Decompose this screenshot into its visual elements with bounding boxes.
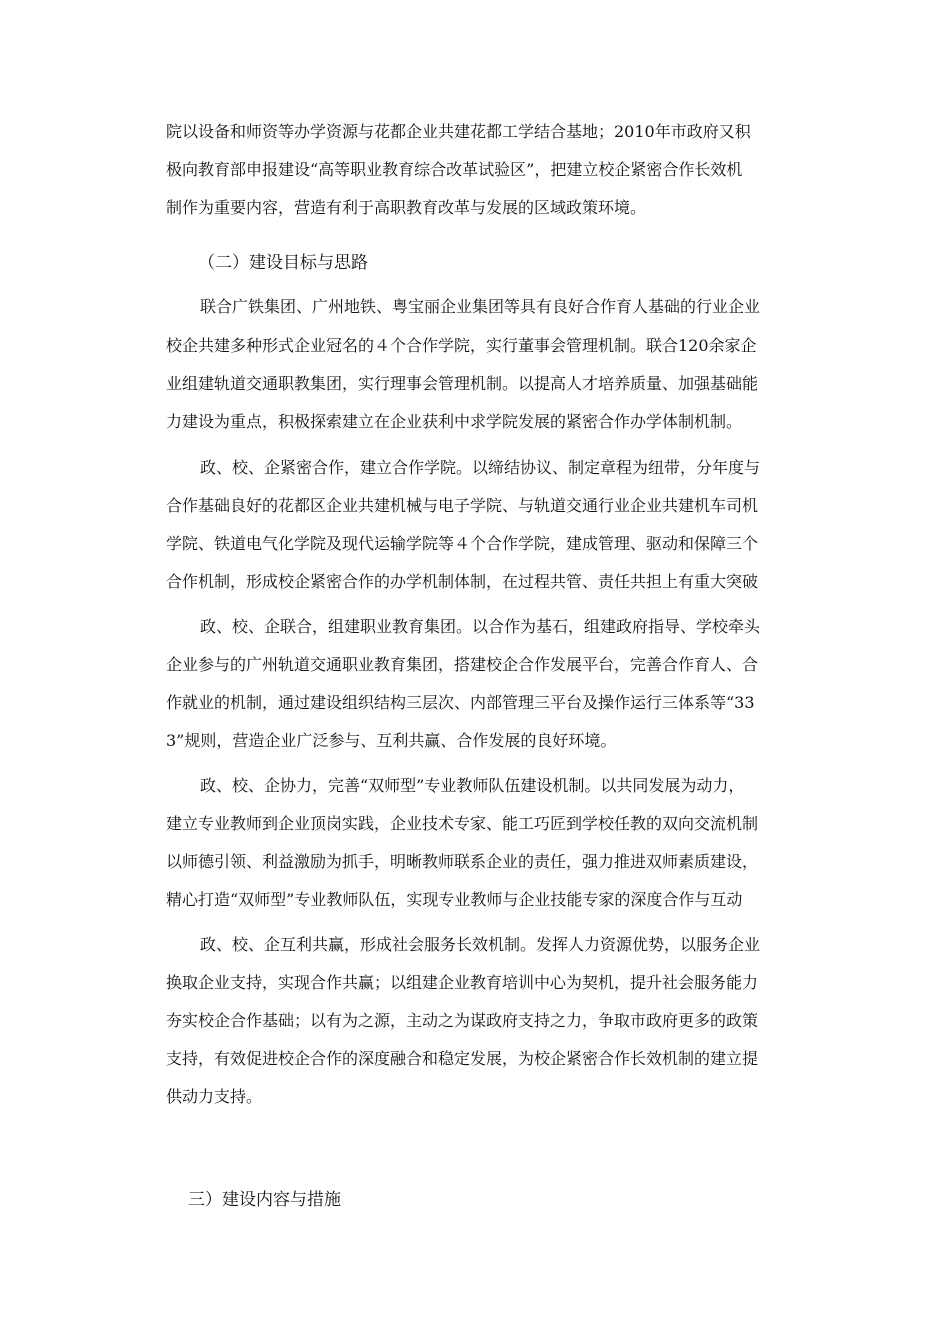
text-line: 作就业的机制，通过建设组织结构三层次、内部管理三平台及操作运行三体系等“33 — [166, 693, 755, 712]
text-line: 建立专业教师到企业顶岗实践，企业技术专家、能工巧匠到学校任教的双向交流机制 — [166, 814, 759, 833]
text-line: 业组建轨道交通职教集团，实行理事会管理机制。以提高人才培养质量、加强基础能 — [166, 374, 759, 393]
text-line: 3”规则，营造企业广泛参与、互利共赢、合作发展的良好环境。 — [166, 731, 617, 750]
text-line: 联合广铁集团、广州地铁、粤宝丽企业集团等具有良好合作育人基础的行业企业 — [200, 297, 761, 316]
text-line: 合作基础良好的花都区企业共建机械与电子学院、与轨道交通行业企业共建机车司机 — [166, 496, 759, 515]
text-line: 制作为重要内容，营造有利于高职教育改革与发展的区域政策环境。 — [166, 198, 647, 217]
text-line: 以师德引领、利益激励为抓手，明晰教师联系企业的责任，强力推进双师素质建设， — [166, 852, 759, 871]
text-line: 政、校、企联合，组建职业教育集团。以合作为基石，组建政府指导、学校牵头 — [200, 617, 761, 636]
text-line: 政、校、企互利共赢，形成社会服务长效机制。发挥人力资源优势，以服务企业 — [200, 935, 761, 954]
text-line: 供动力支持。 — [166, 1087, 263, 1106]
text-line: 校企共建多种形式企业冠名的４个合作学院，实行董事会管理机制。联合120余家企 — [166, 336, 757, 355]
text-line: 院以设备和师资等办学资源与花都企业共建花都工学结合基地；2010年市政府又积 — [166, 122, 751, 141]
text-line: 企业参与的广州轨道交通职业教育集团，搭建校企合作发展平台，完善合作育人、合 — [166, 655, 759, 674]
text-line: 合作机制，形成校企紧密合作的办学机制体制，在过程共管、责任共担上有重大突破 — [166, 572, 759, 591]
text-line: 夯实校企合作基础；以有为之源，主动之为谋政府支持之力，争取市政府更多的政策 — [166, 1011, 759, 1030]
text-line: 支持，有效促进校企合作的深度融合和稳定发展，为校企紧密合作长效机制的建立提 — [166, 1049, 759, 1068]
section-heading-two: （二）建设目标与思路 — [198, 253, 368, 273]
text-line: 力建设为重点，积极探索建立在企业获利中求学院发展的紧密合作办学体制机制。 — [166, 412, 743, 431]
text-line: 极向教育部申报建设“高等职业教育综合改革试验区”，把建立校企紧密合作长效机 — [166, 160, 743, 179]
text-line: 精心打造“双师型”专业教师队伍，实现专业教师与企业技能专家的深度合作与互动 — [166, 890, 743, 909]
section-heading-three: 三）建设内容与措施 — [188, 1190, 341, 1210]
text-line: 换取企业支持，实现合作共赢；以组建企业教育培训中心为契机，提升社会服务能力 — [166, 973, 759, 992]
text-line: 政、校、企协力，完善“双师型”专业教师队伍建设机制。以共同发展为动力， — [200, 776, 745, 795]
text-line: 政、校、企紧密合作，建立合作学院。以缔结协议、制定章程为纽带，分年度与 — [200, 458, 761, 477]
text-line: 学院、铁道电气化学院及现代运输学院等４个合作学院，建成管理、驱动和保障三个 — [166, 534, 759, 553]
